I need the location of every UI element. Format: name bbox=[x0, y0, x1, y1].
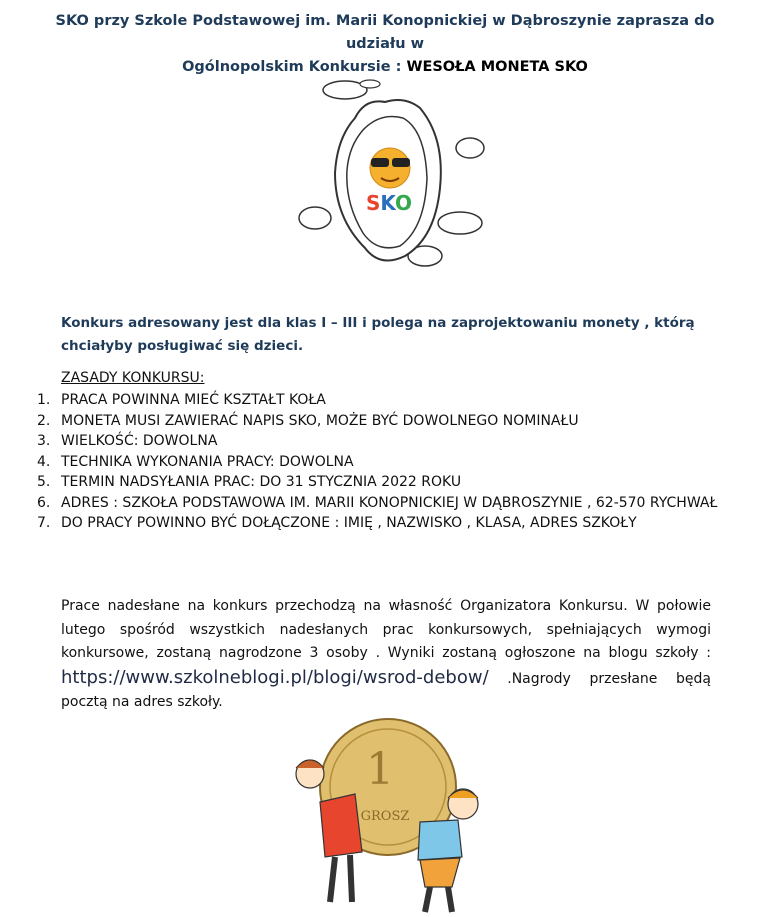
girl-dress-icon bbox=[320, 794, 362, 857]
rule-item bbox=[37, 431, 727, 452]
rule-item bbox=[37, 493, 727, 514]
boy-shorts-icon bbox=[420, 858, 460, 887]
intro-text: Konkurs adresowany jest dla klas I – III i polega na zaprojektowaniu monety , którą chciałyby posługiwać się dzieci. bbox=[61, 315, 695, 354]
kids-holding-coin-illustration bbox=[280, 712, 495, 917]
rule-text: ADRES : SZKOŁA PODSTAWOWA IM. MARII KONOPNICKIEJ W DĄBROSZYNIE , 62-570 RYCHWAŁ bbox=[61, 494, 718, 511]
rule-text: PRACA POWINNA MIEĆ KSZTAŁT KOŁA bbox=[61, 392, 326, 408]
rule-text: TERMIN NADSYŁANIA PRAC: DO 31 STYCZNIA 2022 ROKU bbox=[61, 474, 462, 490]
boy-legs-icon bbox=[425, 887, 452, 912]
rule-number: 5. bbox=[37, 474, 51, 490]
small-coin-4 bbox=[438, 212, 482, 234]
contest-title: WESOŁA MONETA SKO bbox=[406, 59, 588, 75]
rule-number: 6. bbox=[37, 494, 51, 511]
header bbox=[40, 10, 730, 79]
small-coin-5 bbox=[299, 207, 331, 229]
sko-logo-text: SKO bbox=[365, 191, 413, 215]
rules-title: ZASADY KONKURSU: bbox=[61, 370, 205, 386]
info-paragraph bbox=[61, 595, 711, 715]
rules-list bbox=[37, 390, 727, 534]
small-coin-3 bbox=[456, 138, 484, 158]
coin-word: GROSZ bbox=[360, 809, 410, 824]
header-line2 bbox=[40, 56, 730, 79]
girl-legs-icon bbox=[330, 855, 352, 902]
rule-number: 3. bbox=[37, 433, 51, 449]
rule-text: TECHNIKA WYKONANIA PRACY: DOWOLNA bbox=[61, 453, 354, 470]
sunglasses-left-icon bbox=[371, 158, 389, 167]
rule-item bbox=[37, 472, 727, 493]
rule-text: WIELKOŚĆ: DOWOLNA bbox=[61, 433, 218, 449]
rule-item bbox=[37, 513, 727, 534]
rule-text: DO PRACY POWINNO BYĆ DOŁĄCZONE : IMIĘ , NAZWISKO , KLASA, ADRES SZKOŁY bbox=[61, 515, 637, 531]
girl-hair-icon bbox=[296, 760, 324, 768]
blog-url-link[interactable]: https://www.szkolneblogi.pl/blogi/wsrod-debow/ bbox=[61, 666, 489, 688]
rule-item bbox=[37, 411, 727, 432]
rule-number: 2. bbox=[37, 412, 51, 429]
header-line1: SKO przy Szkole Podstawowej im. Marii Konopnickiej w Dąbroszynie zaprasza do udziału w bbox=[55, 13, 715, 52]
rule-number: 4. bbox=[37, 453, 51, 470]
info-after: .Nagrody przesłane będą pocztą na adres szkoły. bbox=[61, 670, 711, 710]
rule-item bbox=[37, 452, 727, 473]
rule-number: 1. bbox=[37, 392, 51, 408]
coin-digit: 1 bbox=[366, 744, 394, 795]
header-prefix: Ogólnopolskim Konkursie : bbox=[182, 59, 407, 75]
rule-number: 7. bbox=[37, 515, 51, 531]
sunglasses-right-icon bbox=[392, 158, 410, 167]
rule-text: MONETA MUSI ZAWIERAĆ NAPIS SKO, MOŻE BYĆ DOWOLNEGO NOMINAŁU bbox=[61, 412, 579, 429]
info-text: Prace nadesłane na konkurs przechodzą na własność Organizatora Konkursu. W połowie lutego spośród wszystkich nadesłanych prac konkursowych, spełniających wymogi konkursowe, zostaną nagrodzone 3 osoby . Wyniki zostaną ogłoszone na blogu szkoły : bbox=[61, 598, 711, 661]
sko-coin-logo bbox=[285, 78, 500, 278]
small-coin-2 bbox=[360, 80, 380, 88]
boy-shirt-icon bbox=[418, 820, 462, 860]
rule-item bbox=[37, 390, 727, 411]
